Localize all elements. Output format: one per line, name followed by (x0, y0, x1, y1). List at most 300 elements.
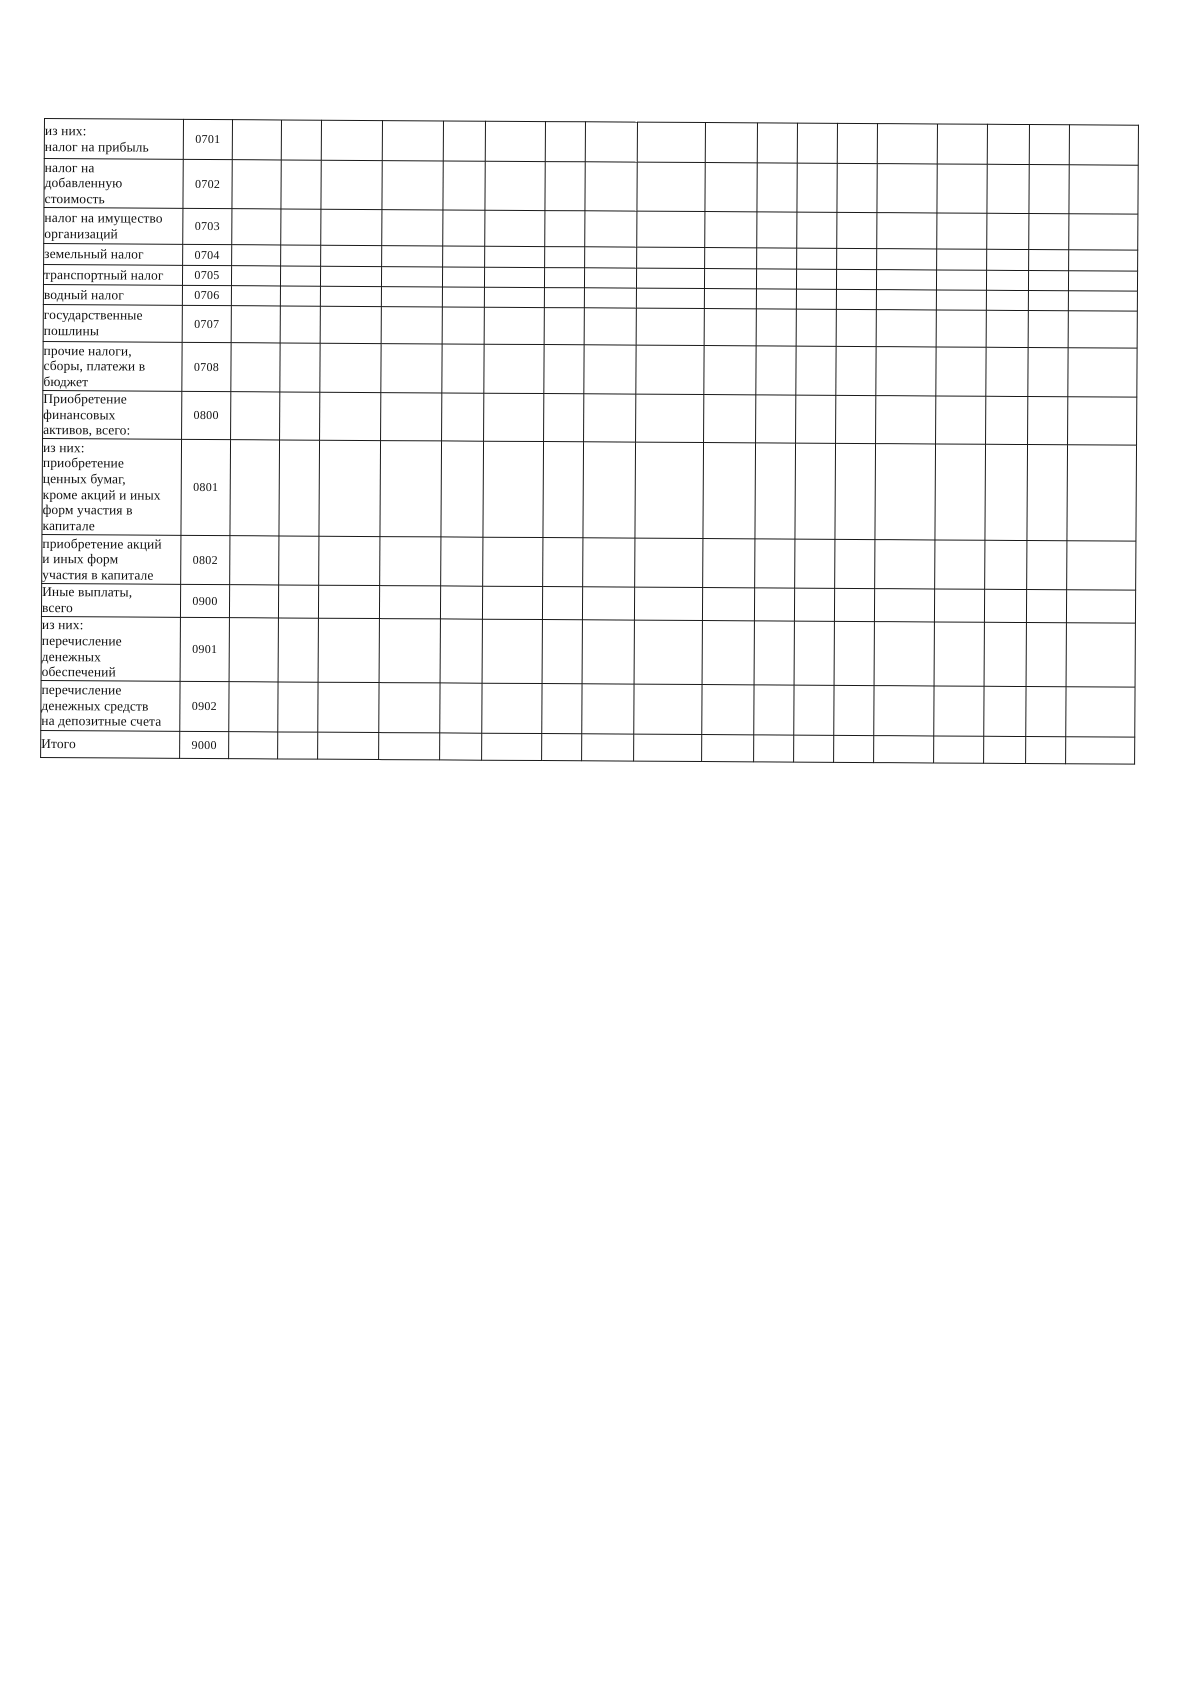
value-cell (278, 618, 318, 682)
row-code: 0902 (180, 681, 229, 731)
value-cell (837, 123, 877, 163)
value-cell (280, 286, 320, 306)
value-cell (229, 585, 278, 618)
value-cell (755, 539, 795, 588)
row-label: из них: приобретение ценных бумаг, кроме акций и иных форм участия в капитале (42, 438, 182, 535)
value-cell (483, 537, 543, 586)
value-cell (278, 585, 318, 618)
value-cell (637, 162, 705, 211)
value-cell (986, 270, 1028, 290)
value-cell (987, 164, 1029, 213)
value-cell (442, 287, 484, 307)
value-cell (232, 209, 281, 245)
value-cell (1066, 590, 1135, 623)
value-cell (874, 589, 934, 622)
value-cell (834, 588, 874, 621)
value-cell (485, 121, 545, 161)
value-cell (756, 309, 796, 346)
value-cell (584, 345, 636, 394)
value-cell (321, 120, 382, 160)
value-cell (876, 347, 936, 396)
value-cell (984, 736, 1026, 763)
value-cell (543, 442, 584, 538)
value-cell (231, 306, 280, 343)
value-cell (1028, 397, 1068, 445)
value-cell (1026, 590, 1066, 623)
value-cell (381, 393, 442, 441)
value-cell (585, 247, 637, 268)
value-cell (1067, 541, 1136, 590)
value-cell (836, 395, 876, 443)
value-cell (877, 124, 937, 164)
row-label: налог на добавленную стоимость (44, 159, 183, 209)
value-cell (756, 269, 796, 289)
value-cell (794, 685, 834, 735)
value-cell (796, 395, 836, 443)
row-label: государственные пошлины (43, 304, 182, 342)
value-cell (485, 246, 545, 267)
value-cell (936, 290, 986, 310)
value-cell (1069, 165, 1138, 214)
value-cell (381, 307, 442, 344)
value-cell (1026, 737, 1066, 764)
value-cell (381, 344, 442, 393)
value-cell (231, 343, 280, 392)
value-cell (482, 733, 542, 760)
value-cell (702, 588, 754, 621)
value-cell (484, 287, 544, 307)
value-cell (875, 444, 936, 540)
value-cell (702, 735, 754, 762)
value-cell (797, 123, 837, 163)
value-cell (874, 736, 934, 763)
value-cell (936, 396, 986, 444)
value-cell (318, 682, 379, 732)
value-cell (987, 124, 1029, 164)
value-cell (278, 732, 318, 759)
value-cell (705, 123, 757, 163)
row-label: прочие налоги, сборы, платежи в бюджет (43, 341, 182, 391)
value-cell (704, 346, 756, 395)
value-cell (835, 443, 876, 539)
value-cell (986, 396, 1028, 444)
value-cell (1028, 348, 1068, 397)
value-cell (1068, 311, 1137, 348)
value-cell (934, 622, 984, 686)
value-cell (442, 344, 484, 393)
value-cell (1028, 271, 1068, 291)
value-cell (797, 163, 837, 212)
form-sheet (40, 118, 1139, 765)
value-cell (1027, 541, 1067, 590)
value-cell (484, 344, 544, 393)
value-cell (585, 122, 637, 162)
value-cell (934, 736, 984, 763)
value-cell (635, 442, 704, 538)
value-cell (584, 288, 636, 308)
value-cell (320, 286, 381, 306)
value-cell (635, 538, 703, 587)
value-cell (380, 537, 441, 586)
value-cell (382, 210, 443, 246)
value-cell (984, 589, 1026, 622)
value-cell (876, 396, 936, 444)
value-cell (545, 247, 585, 268)
value-cell (382, 161, 443, 210)
value-cell (379, 733, 440, 760)
value-cell (757, 163, 797, 212)
value-cell (318, 618, 379, 682)
value-cell (937, 164, 987, 213)
value-cell (443, 210, 485, 246)
value-cell (278, 682, 318, 732)
value-cell (229, 618, 278, 682)
value-cell (440, 733, 482, 760)
value-cell (543, 538, 583, 587)
value-cell (482, 586, 542, 619)
row-code: 0802 (181, 535, 230, 584)
value-cell (937, 213, 987, 249)
value-cell (544, 345, 584, 394)
value-cell (756, 289, 796, 309)
value-cell (704, 269, 756, 289)
value-cell (483, 441, 544, 537)
table-row (43, 341, 1137, 397)
value-cell (837, 163, 877, 212)
value-cell (281, 160, 321, 209)
value-cell (542, 587, 582, 620)
value-cell (794, 588, 834, 621)
value-cell (754, 588, 794, 621)
value-cell (836, 309, 876, 346)
value-cell (834, 735, 874, 762)
value-cell (441, 537, 483, 586)
value-cell (637, 211, 705, 247)
value-cell (231, 392, 280, 440)
value-cell (704, 395, 756, 443)
value-cell (636, 308, 704, 345)
value-cell (795, 539, 835, 588)
value-cell (584, 308, 636, 345)
row-code: 0706 (182, 285, 231, 305)
row-code: 0708 (182, 342, 231, 391)
row-code: 0703 (183, 208, 232, 244)
value-cell (582, 734, 634, 761)
value-cell (796, 309, 836, 346)
value-cell (584, 394, 636, 442)
table-row (41, 730, 1135, 764)
row-code: 0704 (183, 244, 232, 265)
value-cell (836, 346, 876, 395)
table-row (42, 534, 1136, 590)
row-code: 0705 (182, 265, 231, 285)
value-cell (637, 247, 705, 268)
value-cell (281, 209, 321, 245)
value-cell (937, 249, 987, 270)
value-cell (230, 440, 280, 536)
value-cell (986, 310, 1028, 347)
value-cell (545, 122, 585, 162)
value-cell (482, 683, 542, 733)
value-cell (542, 684, 582, 734)
value-cell (379, 619, 440, 683)
value-cell (754, 735, 794, 762)
row-label: водный налог (43, 284, 182, 305)
value-cell (1068, 271, 1137, 291)
value-cell (634, 684, 702, 734)
row-label: налог на имущество организаций (44, 208, 183, 245)
value-cell (634, 587, 702, 620)
value-cell (442, 307, 484, 344)
value-cell (703, 443, 756, 539)
value-cell (584, 268, 636, 288)
value-cell (485, 161, 545, 210)
value-cell (582, 587, 634, 620)
value-cell (796, 289, 836, 309)
value-cell (379, 586, 440, 619)
value-cell (834, 685, 874, 735)
value-cell (319, 440, 381, 536)
value-cell (484, 393, 544, 441)
value-cell (382, 121, 443, 161)
value-cell (1066, 623, 1135, 687)
value-cell (230, 536, 279, 585)
value-cell (1028, 311, 1068, 348)
value-cell (797, 212, 837, 248)
row-code: 0900 (180, 584, 229, 617)
value-cell (320, 306, 381, 343)
value-cell (796, 346, 836, 395)
row-code: 9000 (180, 731, 229, 758)
value-cell (582, 620, 634, 684)
value-cell (837, 248, 877, 269)
value-cell (702, 685, 754, 735)
value-cell (321, 245, 382, 266)
value-cell (836, 289, 876, 309)
value-cell (1029, 125, 1069, 165)
value-cell (1029, 250, 1069, 271)
value-cell (702, 621, 754, 685)
value-cell (1068, 291, 1137, 311)
value-cell (443, 161, 485, 210)
row-label: из них: перечисление денежных обеспечений (41, 616, 180, 681)
value-cell (544, 308, 584, 345)
row-code: 0701 (183, 119, 232, 159)
value-cell (934, 686, 984, 736)
value-cell (321, 209, 382, 245)
value-cell (442, 267, 484, 287)
value-cell (381, 267, 442, 287)
value-cell (875, 540, 935, 589)
value-cell (582, 684, 634, 734)
value-cell (318, 585, 379, 618)
table-row (41, 616, 1135, 687)
value-cell (874, 686, 934, 736)
value-cell (794, 621, 834, 685)
value-cell (544, 288, 584, 308)
value-cell (796, 269, 836, 289)
row-label: перечисление денежных средств на депозитные счета (41, 680, 180, 731)
value-cell (544, 268, 584, 288)
value-cell (705, 163, 757, 212)
value-cell (231, 266, 280, 286)
value-cell (321, 160, 382, 209)
value-cell (934, 589, 984, 622)
value-cell (545, 162, 585, 211)
value-cell (705, 212, 757, 248)
value-cell (585, 162, 637, 211)
table-row (43, 390, 1137, 445)
value-cell (636, 394, 704, 442)
row-code: 0901 (180, 617, 229, 681)
value-cell (986, 290, 1028, 310)
value-cell (757, 123, 797, 163)
value-cell (485, 210, 545, 246)
value-cell (1066, 687, 1135, 737)
value-cell (440, 586, 482, 619)
value-cell (280, 306, 320, 343)
value-cell (232, 120, 281, 160)
value-cell (754, 685, 794, 735)
row-label: земельный налог (44, 244, 183, 266)
value-cell (757, 212, 797, 248)
value-cell (1068, 397, 1137, 445)
value-cell (755, 443, 796, 539)
value-cell (279, 536, 319, 585)
value-cell (876, 310, 936, 347)
value-cell (1069, 250, 1138, 271)
value-cell (442, 393, 484, 441)
value-cell (835, 539, 875, 588)
value-cell (1028, 291, 1068, 311)
value-cell (320, 392, 381, 440)
value-cell (987, 249, 1029, 270)
value-cell (936, 347, 986, 396)
value-cell (836, 269, 876, 289)
row-code: 0707 (182, 305, 231, 342)
value-cell (757, 248, 797, 269)
value-cell (1026, 623, 1066, 687)
table-row (41, 680, 1135, 737)
value-cell (1029, 214, 1069, 250)
value-cell (542, 734, 582, 761)
value-cell (484, 307, 544, 344)
value-cell (756, 346, 796, 395)
value-cell (935, 444, 986, 540)
value-cell (936, 270, 986, 290)
value-cell (583, 538, 635, 587)
value-cell (443, 246, 485, 267)
value-cell (319, 536, 380, 585)
value-cell (443, 121, 485, 161)
value-cell (281, 245, 321, 266)
value-cell (232, 245, 281, 266)
value-cell (484, 267, 544, 287)
table-row (44, 159, 1138, 215)
value-cell (936, 310, 986, 347)
value-cell (756, 395, 796, 443)
payments-table (40, 118, 1139, 765)
value-cell (279, 440, 320, 536)
value-cell (440, 683, 482, 733)
row-code: 0800 (182, 391, 231, 439)
value-cell (382, 246, 443, 267)
row-label: Итого (41, 730, 180, 758)
row-label: из них: налог на прибыль (44, 119, 183, 160)
value-cell (877, 164, 937, 213)
table-body (41, 119, 1139, 765)
value-cell (705, 248, 757, 269)
value-cell (229, 682, 278, 732)
value-cell (935, 540, 985, 589)
value-cell (482, 619, 542, 683)
value-cell (1068, 348, 1137, 397)
value-cell (232, 160, 281, 209)
value-cell (877, 213, 937, 249)
value-cell (1069, 125, 1138, 165)
value-cell (380, 441, 442, 537)
value-cell (229, 732, 278, 759)
value-cell (381, 287, 442, 307)
value-cell (795, 443, 836, 539)
value-cell (280, 266, 320, 286)
value-cell (876, 270, 936, 290)
value-cell (986, 347, 1028, 396)
row-label: Приобретение финансовых активов, всего: (43, 390, 182, 439)
row-label: приобретение акций и иных форм участия в капитале (42, 534, 181, 584)
value-cell (985, 540, 1027, 589)
value-cell (984, 622, 1026, 686)
value-cell (544, 394, 584, 442)
value-cell (636, 288, 704, 308)
value-cell (704, 289, 756, 309)
value-cell (440, 619, 482, 683)
value-cell (984, 686, 1026, 736)
value-cell (703, 539, 755, 588)
value-cell (937, 124, 987, 164)
value-cell (281, 120, 321, 160)
value-cell (637, 122, 705, 162)
row-label: Иные выплаты, всего (41, 583, 180, 617)
value-cell (834, 621, 874, 685)
value-cell (754, 621, 794, 685)
value-cell (636, 268, 704, 288)
value-cell (1029, 165, 1069, 214)
value-cell (231, 286, 280, 306)
value-cell (837, 212, 877, 248)
value-cell (876, 290, 936, 310)
value-cell (636, 345, 704, 394)
value-cell (704, 309, 756, 346)
value-cell (985, 444, 1028, 540)
value-cell (545, 211, 585, 247)
value-cell (634, 734, 702, 761)
value-cell (1026, 687, 1066, 737)
value-cell (987, 213, 1029, 249)
value-cell (634, 620, 702, 684)
value-cell (874, 622, 934, 686)
value-cell (320, 266, 381, 286)
table-row (44, 119, 1138, 166)
value-cell (585, 211, 637, 247)
value-cell (1069, 214, 1138, 250)
value-cell (794, 735, 834, 762)
value-cell (280, 392, 320, 440)
value-cell (441, 441, 484, 537)
row-code: 0702 (183, 159, 232, 208)
value-cell (877, 249, 937, 270)
value-cell (379, 683, 440, 733)
